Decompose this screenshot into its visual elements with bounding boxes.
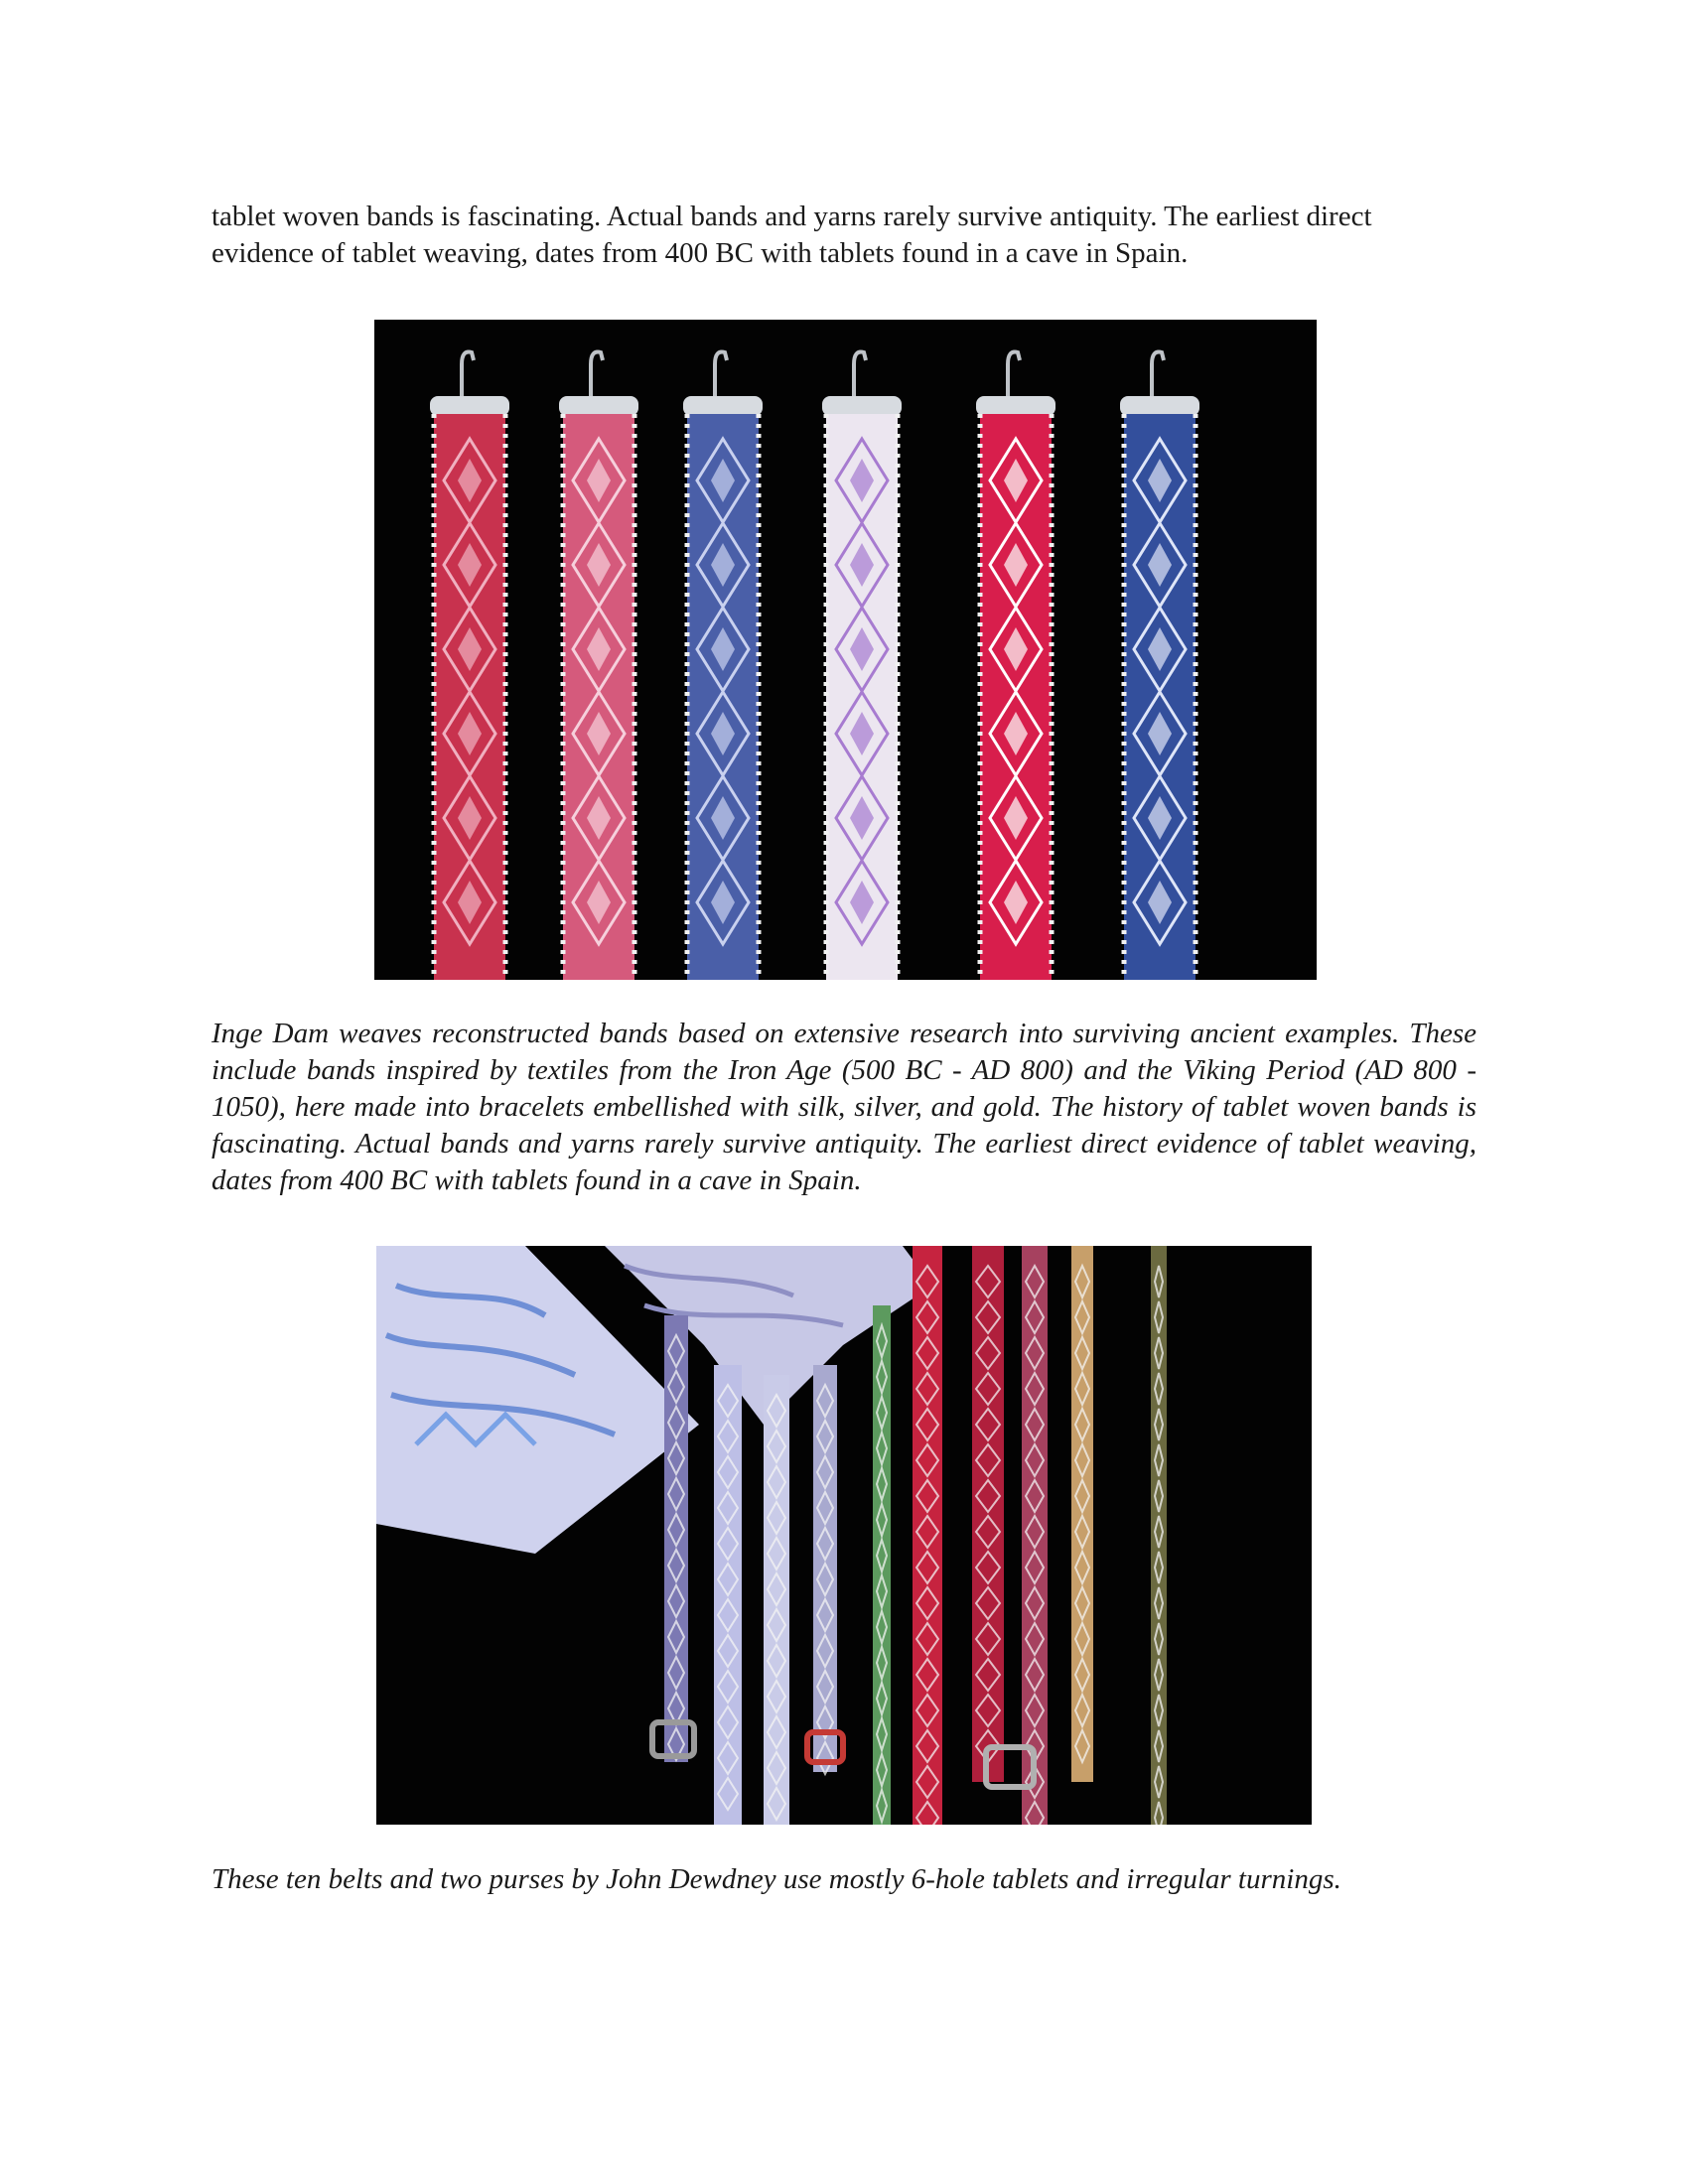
belt: [1071, 1246, 1093, 1782]
belt: [714, 1365, 742, 1825]
bracelet-band: [1120, 352, 1199, 981]
bracelets-caption: Inge Dam weaves reconstructed bands based on extensive research into surviving ancient examples. These include bands inspired by textiles from the Iron Age (500 BC - AD 800) and the Viking Period (AD 800 - 1050), here made into bracelets embellished with silk, silver, and gold. The history of tablet woven bands is fascinating. Actual bands and yarns rarely survive antiquity. The earliest direct evidence of tablet weaving, dates from 400 BC with tablets found in a cave in Spain.: [211, 1018, 1477, 1196]
intro-paragraph: tablet woven bands is fascinating. Actual bands and yarns rarely survive antiquity. The earliest direct evidence of tablet weaving, dates from 400 BC with tablets found in a cave in Spain.: [211, 201, 1372, 269]
bracelet-band: [430, 352, 509, 981]
belt: [1151, 1246, 1167, 1825]
belt: [664, 1315, 688, 1762]
bracelets-photo: [374, 320, 1317, 980]
belts-caption: These ten belts and two purses by John Dewdney use mostly 6-hole tablets and irregular turnings.: [211, 1863, 1341, 1895]
belts-photo: [376, 1246, 1312, 1825]
belt: [1022, 1246, 1048, 1825]
belt: [972, 1246, 1004, 1782]
belt: [913, 1246, 942, 1825]
belt: [764, 1375, 789, 1825]
bracelet-band: [559, 352, 638, 981]
belts-illustration: [376, 1246, 1312, 1825]
bracelets-illustration: [374, 320, 1317, 980]
bracelet-band: [976, 352, 1055, 981]
bracelet-band: [822, 352, 902, 981]
belt: [873, 1305, 891, 1825]
belt: [813, 1365, 837, 1774]
bracelet-band: [683, 352, 763, 981]
